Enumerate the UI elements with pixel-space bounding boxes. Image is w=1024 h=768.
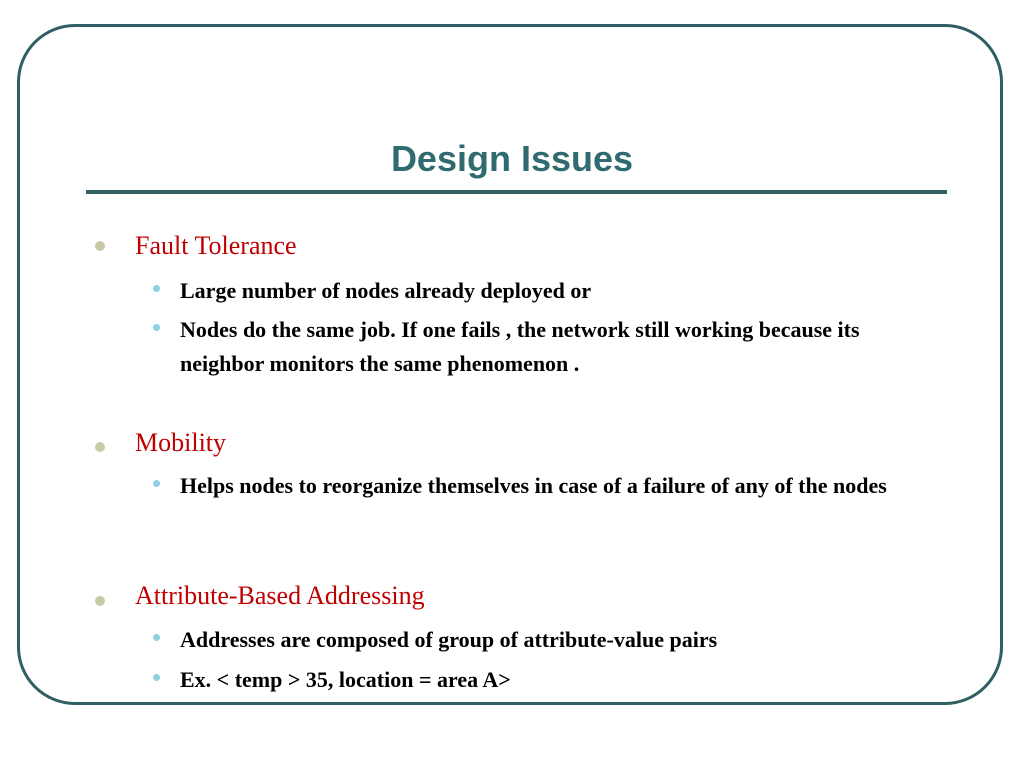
- section-heading-attribute-based-addressing: Attribute-Based Addressing: [135, 581, 425, 610]
- level2-bullet: •: [152, 662, 162, 692]
- level1-bullet: [95, 596, 105, 606]
- section-heading-fault-tolerance: Fault Tolerance: [135, 231, 297, 260]
- section-item: Nodes do the same job. If one fails , the network still working because its neighbor monitors the same phenomenon .: [180, 317, 860, 376]
- level1-bullet: [95, 241, 105, 251]
- level2-bullet: •: [152, 273, 162, 303]
- section-item: Helps nodes to reorganize themselves in case of a failure of any of the nodes: [180, 473, 887, 498]
- level2-bullet: •: [152, 312, 162, 342]
- section-item: Addresses are composed of group of attribute-value pairs: [180, 627, 718, 652]
- section-item: Ex. < temp > 35, location = area A>: [180, 667, 511, 692]
- level2-bullet: •: [152, 468, 162, 498]
- section-item: Large number of nodes already deployed or: [180, 278, 592, 303]
- section-heading-mobility: Mobility: [135, 428, 227, 457]
- title-underline: [86, 190, 947, 194]
- level1-bullet: [95, 442, 105, 452]
- slide-title: Design Issues: [390, 138, 634, 179]
- level2-bullet: •: [152, 622, 162, 652]
